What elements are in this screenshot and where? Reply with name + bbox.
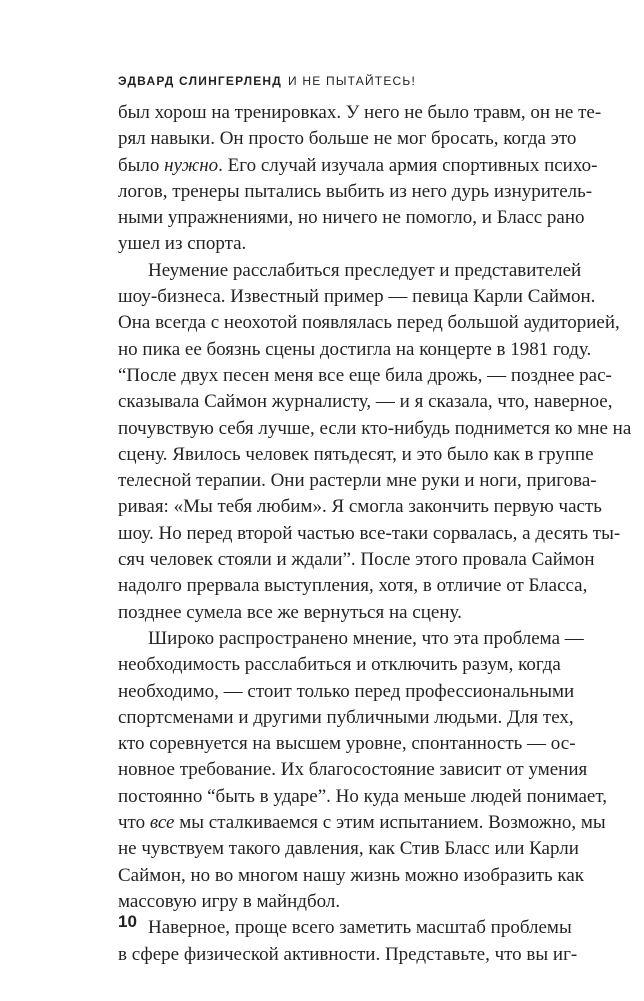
text-line: Неумение расслабиться преследует и представителей [148,259,582,281]
text-line: шоу. Но перед второй частью все-таки сорвалась, а десять ты- [118,522,621,544]
text-line: Она всегда с неохотой появлялась перед большой аудиторией, [118,312,620,334]
text-line: телесной терапии. Они растерли мне руки и ноги, пригова- [118,470,597,492]
text-line: новное требование. Их благосостояние зависит от умения [118,759,588,781]
text-line: сцену. Явилось человек пятьдесят, и это было как в группе [118,443,594,465]
running-head-title: И НЕ ПЫТАЙТЕСЬ! [288,74,417,88]
text-line: в сфере физической активности. Представьте, что вы иг- [118,943,578,965]
body-text [118,100,632,968]
text-line: необходимость расслабиться и отключить разум, когда [118,654,561,676]
text-line: ушел из спорта. [118,233,247,255]
text-line: позднее сумела все же вернуться на сцену. [118,601,462,623]
text-line: сяч человек стояли и ждали”. После этого провала Саймон [118,549,595,571]
text-line: кто соревнуется на высшем уровне, спонтанность — ос- [118,733,576,755]
text-line: почувствую себя лучше, если кто-нибудь поднимется ко мне на [118,417,632,439]
text-line: “После двух песен меня все еще била дрожь, — позднее рас- [118,364,612,386]
text-line: ными упражнениями, но ничего не помогло, и Бласс рано [118,207,585,229]
text-line: Широко распространено мнение, что эта проблема — [148,627,584,649]
text-line: сказывала Саймон журналисту, — и я сказала, что, наверное, [118,391,613,413]
text-line: Наверное, проще всего заметить масштаб проблемы [148,917,572,939]
running-head [118,74,538,88]
text-line: массовую игру в майндбол. [118,890,341,912]
text-line: Саймон, но во многом нашу жизнь можно изобразить как [118,864,585,886]
text-line: не чувствуем такого давления, как Стив Бласс или Карли [118,838,579,860]
text-line: необходимо, — стоит только перед профессиональными [118,680,575,702]
page-number: 10 [118,912,137,931]
running-head-author: ЭДВАРД СЛИНГЕРЛЕНД [118,74,283,88]
text-line: постоянно “быть в ударе”. Но куда меньше людей понимает, [118,785,607,807]
text-line: было нужно. Его случай изучала армия спортивных психо- [118,154,598,176]
text-line: надолго прервала выступления, хотя, в отличие от Бласса, [118,575,588,597]
text-line: но пика ее боязнь сцены достигла на концерте в 1981 году. [118,338,592,360]
text-line: логов, тренеры пытались выбить из него дурь изнуритель- [118,180,593,202]
text-line: рял навыки. Он просто больше не мог бросать, когда это [118,128,577,150]
text-line: что все мы сталкиваемся с этим испытанием. Возможно, мы [118,812,606,834]
text-line: шоу-бизнеса. Известный пример — певица Карли Саймон. [118,286,596,308]
text-line: спортсменами и другими публичными людьми. Для тех, [118,706,574,728]
text-line: был хорош на тренировках. У него не было травм, он не те- [118,102,602,123]
text-line: ривая: «Мы тебя любим». Я смогла закончить первую часть [118,496,602,518]
